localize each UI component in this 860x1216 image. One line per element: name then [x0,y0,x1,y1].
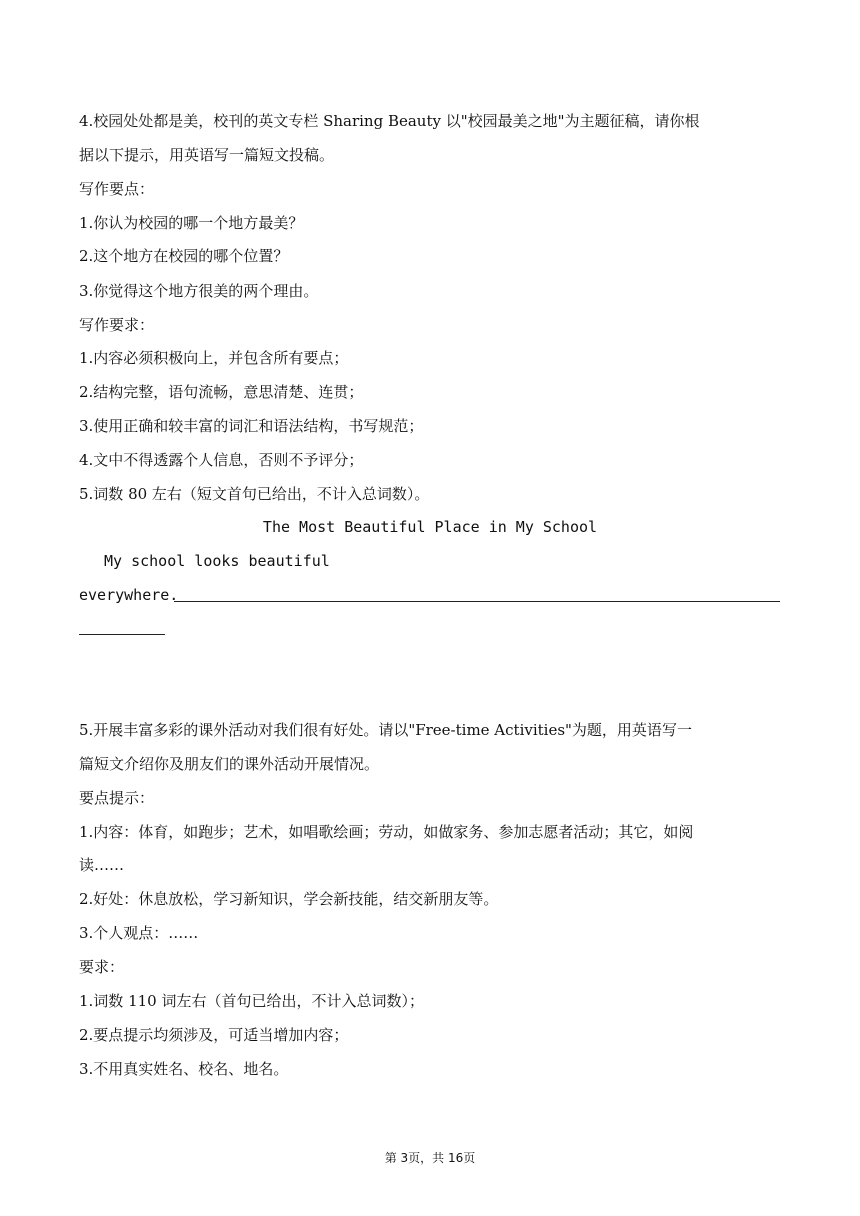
q4-requirement-5: 5.词数 80 左右（短文首句已给出，不计入总词数）。 [79,485,430,503]
q4-point-3: 3.你觉得这个地方很美的两个理由。 [79,282,319,300]
q4-requirement-4: 4.文中不得透露个人信息，否则不予评分； [79,451,364,469]
q4-point-1: 1.你认为校园的哪一个地方最美？ [79,214,304,232]
q4-requirement-1: 1.内容必须积极向上，并包含所有要点； [79,349,349,367]
q5-intro-line-1: 5.开展丰富多彩的课外活动对我们很有好处。请以"Free-time Activities"为题，用英语写一 [79,721,692,739]
q4-intro-line-1: 4.校园处处都是美，校刊的英文专栏 Sharing Beauty 以"校园最美之地"为主题征稿，请你根 [79,112,700,130]
q4-point-2: 2.这个地方在校园的哪个位置？ [79,247,289,265]
essay-opening-word: everywhere. [79,586,179,604]
q4-intro-line-2: 据以下提示，用英语写一篇短文投稿。 [79,146,335,164]
q5-hint-1-continued: 读…… [79,856,125,874]
q5-requirement-3: 3.不用真实姓名、校名、地名。 [79,1060,289,1078]
q5-hint-1: 1.内容：体育，如跑步；艺术，如唱歌绘画；劳动，如做家务、参加志愿者活动；其它，如阅 [79,823,694,841]
q4-points-heading: 写作要点： [79,180,155,198]
essay-title: The Most Beautiful Place in My School [262,518,598,536]
essay-opening-line: My school looks beautiful [104,552,330,570]
q5-requirement-1: 1.词数 110 词左右（首句已给出，不计入总词数）； [79,992,424,1010]
answer-line-continuation[interactable] [79,634,165,635]
page-number: 第 3页，共 16页 [384,1151,476,1165]
q5-hint-3: 3.个人观点：…… [79,924,199,942]
q5-hint-2: 2.好处：休息放松，学习新知识，学会新技能，结交新朋友等。 [79,890,499,908]
q4-requirement-3: 3.使用正确和较丰富的词汇和语法结构，书写规范； [79,417,424,435]
q5-requirement-2: 2.要点提示均须涉及，可适当增加内容； [79,1026,349,1044]
q4-requirement-2: 2.结构完整，语句流畅，意思清楚、连贯； [79,383,364,401]
q4-requirements-heading: 写作要求： [79,316,155,334]
q5-requirements-heading: 要求： [79,958,125,976]
q5-intro-line-2: 篇短文介绍你及朋友们的课外活动开展情况。 [79,755,380,773]
answer-line[interactable] [174,601,780,602]
q5-hints-heading: 要点提示： [79,789,155,807]
